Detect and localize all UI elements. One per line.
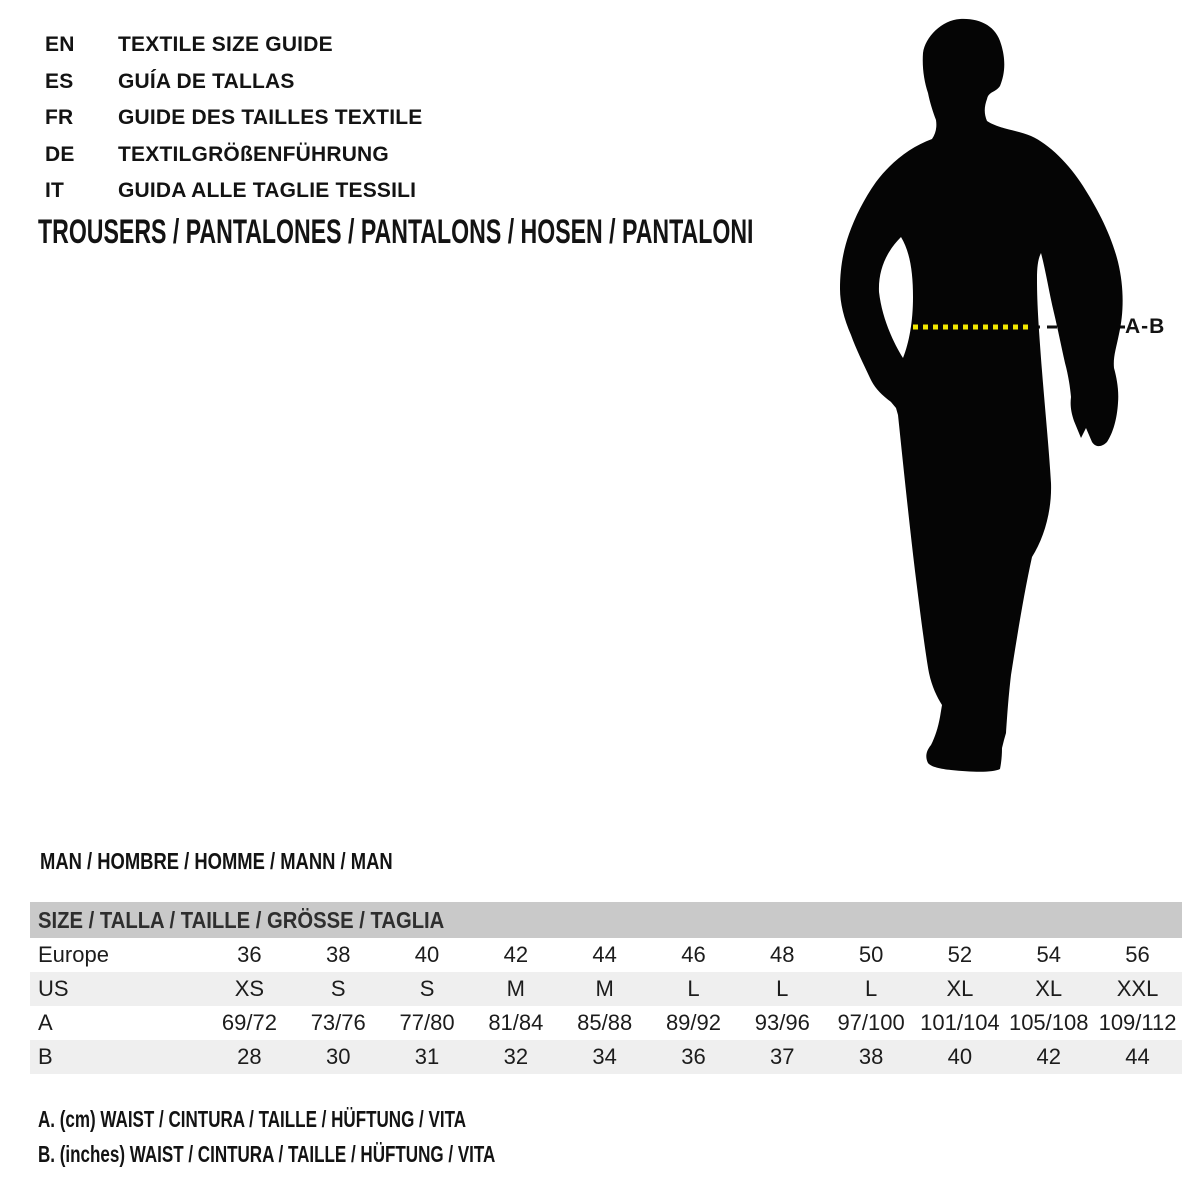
footnote-a-text: A. (cm) WAIST / CINTURA / TAILLE / HÜFTUNG / VITA bbox=[38, 1106, 467, 1132]
table-cell: 40 bbox=[414, 942, 440, 967]
language-row bbox=[45, 100, 422, 137]
table-cell: 46 bbox=[681, 942, 706, 967]
row-label: B bbox=[38, 1044, 53, 1069]
table-row bbox=[30, 1040, 1182, 1074]
table-cell: 38 bbox=[858, 1044, 884, 1069]
size-table bbox=[30, 902, 1182, 1074]
table-row bbox=[30, 972, 1182, 1006]
table-cell: 54 bbox=[1036, 942, 1061, 967]
man-silhouette-svg bbox=[820, 0, 1200, 800]
garment-title-text: TROUSERS / PANTALONES / PANTALONS / HOSEN / PANTALONI bbox=[38, 213, 754, 251]
size-table-rows bbox=[30, 938, 1182, 1074]
table-cell: XL bbox=[946, 976, 974, 1001]
table-cell: XL bbox=[1035, 976, 1063, 1001]
waist-measure-label: A-B bbox=[1125, 315, 1166, 338]
row-label: US bbox=[38, 976, 69, 1001]
table-cell: 38 bbox=[325, 942, 351, 967]
row-label: Europe bbox=[38, 942, 109, 967]
table-cell: 93/96 bbox=[754, 1010, 810, 1035]
table-cell: L bbox=[776, 976, 789, 1001]
table-cell: 77/80 bbox=[399, 1010, 455, 1035]
table-cell: XXL bbox=[1116, 976, 1159, 1001]
table-cell: L bbox=[687, 976, 700, 1001]
table-cell: 48 bbox=[770, 942, 795, 967]
table-cell: 97/100 bbox=[837, 1010, 905, 1035]
table-cell: M bbox=[506, 976, 525, 1001]
language-code: DE bbox=[45, 142, 75, 166]
table-cell: S bbox=[419, 976, 435, 1001]
man-figure bbox=[820, 0, 1200, 800]
language-header bbox=[45, 27, 422, 210]
table-cell: 44 bbox=[1125, 1044, 1150, 1069]
language-row bbox=[45, 173, 422, 210]
table-cell: 30 bbox=[325, 1044, 351, 1069]
section-title bbox=[40, 846, 481, 876]
language-row bbox=[45, 27, 422, 64]
language-label: GUIDA ALLE TAGLIE TESSILI bbox=[118, 179, 417, 202]
table-cell: 42 bbox=[503, 942, 529, 967]
table-cell: L bbox=[864, 976, 878, 1001]
table-cell: XS bbox=[234, 976, 265, 1001]
table-cell: 31 bbox=[414, 1044, 440, 1069]
table-cell: 85/88 bbox=[577, 1010, 633, 1035]
table-cell: 36 bbox=[237, 942, 262, 967]
table-cell: 73/76 bbox=[310, 1010, 366, 1035]
table-cell: 28 bbox=[237, 1044, 262, 1069]
section-title-text: MAN / HOMBRE / HOMME / MANN / MAN bbox=[40, 848, 393, 874]
footnote-a bbox=[38, 1102, 656, 1137]
table-cell: 89/92 bbox=[665, 1010, 721, 1035]
table-cell: 81/84 bbox=[488, 1010, 544, 1035]
table-row bbox=[30, 938, 1182, 972]
table-cell: 36 bbox=[681, 1044, 706, 1069]
language-code: FR bbox=[45, 106, 74, 129]
table-cell: M bbox=[595, 976, 614, 1001]
table-cell: 44 bbox=[592, 942, 617, 967]
table-cell: 42 bbox=[1036, 1044, 1061, 1069]
language-code: ES bbox=[45, 69, 74, 93]
table-cell: 34 bbox=[592, 1044, 617, 1069]
table-cell: 32 bbox=[503, 1044, 529, 1069]
language-row bbox=[45, 64, 422, 101]
table-cell: 40 bbox=[947, 1044, 973, 1069]
table-cell: 109/112 bbox=[1098, 1010, 1177, 1035]
footnote-b bbox=[38, 1137, 656, 1172]
size-table-header bbox=[30, 902, 1182, 938]
table-cell: 37 bbox=[770, 1044, 795, 1069]
language-label: GUÍA DE TALLAS bbox=[118, 69, 295, 93]
footnotes bbox=[38, 1102, 656, 1172]
table-cell: 69/72 bbox=[221, 1010, 277, 1035]
table-cell: 56 bbox=[1125, 942, 1150, 967]
table-cell: 105/108 bbox=[1008, 1010, 1089, 1035]
man-silhouette bbox=[840, 19, 1123, 772]
row-label: A bbox=[38, 1010, 53, 1035]
table-cell: 52 bbox=[947, 942, 973, 967]
language-code: IT bbox=[45, 179, 65, 202]
language-row bbox=[45, 137, 422, 174]
footnote-b-text: B. (inches) WAIST / CINTURA / TAILLE / HÜFTUNG / VITA bbox=[38, 1141, 496, 1167]
language-label: GUIDE DES TAILLES TEXTILE bbox=[118, 106, 423, 129]
table-cell: 101/104 bbox=[920, 1010, 1000, 1035]
table-cell: S bbox=[330, 976, 346, 1001]
language-label: TEXTILGRÖßENFÜHRUNG bbox=[118, 142, 389, 166]
size-table-header-text: SIZE / TALLA / TAILLE / GRÖSSE / TAGLIA bbox=[38, 907, 445, 933]
language-code: EN bbox=[45, 33, 75, 56]
language-label: TEXTILE SIZE GUIDE bbox=[118, 33, 333, 56]
table-row bbox=[30, 1006, 1182, 1040]
table-cell: 50 bbox=[858, 942, 884, 967]
